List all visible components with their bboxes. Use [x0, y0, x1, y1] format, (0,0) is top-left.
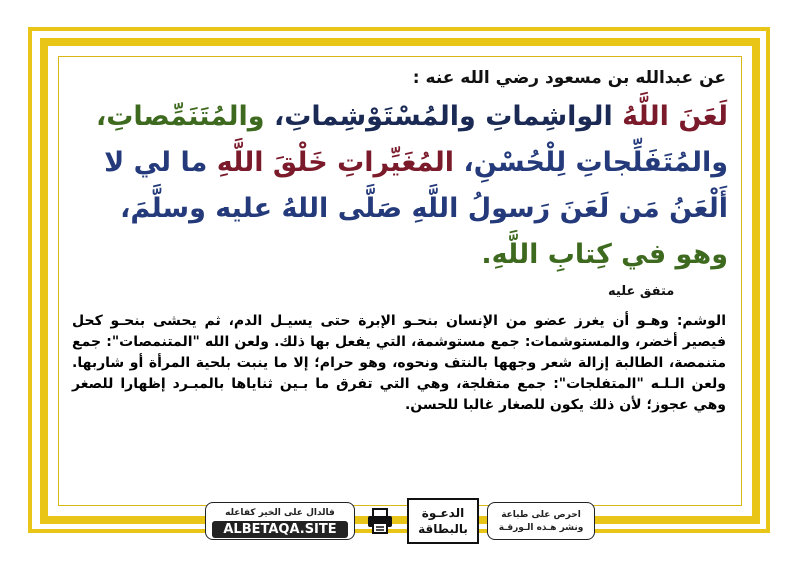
print-line-2: ونشر هـذه الـورقـة — [498, 523, 584, 533]
promo-text: فالدال على الخير كفاعله — [225, 508, 335, 518]
hadith-part-1: لَعَنَ اللَّهُ — [622, 101, 728, 132]
hadith-part-3: والمُتَنَمِّصاتِ، — [95, 101, 265, 132]
site-link[interactable]: ALBETAQA.SITE — [212, 521, 348, 538]
hadith-part-7: وهو في كِتابِ اللَّهِ. — [481, 239, 728, 270]
hadith-part-5: المُغَيِّراتِ خَلْقَ اللَّهِ — [216, 147, 455, 178]
hadith-part-2: الواشِماتِ والمُسْتَوْشِماتِ، — [273, 101, 613, 132]
printer-icon — [365, 506, 395, 536]
logo-line-1: الدعـوة — [421, 506, 465, 520]
hadith-part-4: والمُتَفَلِّجاتِ لِلْحُسْنِ، — [463, 147, 728, 178]
hadith-text — [68, 94, 728, 278]
print-line-1: احرص على طباعة — [501, 510, 581, 520]
explanation-text: الوشم: وهـو أن يغرز عضو من الإنسان بنحـو الإبرة حتى يسيـل الدم، ثم يحشى بنحـو كحل فيصير أخضر، والمستوشمات: جمع مستوشمة، التي يفعل بها ذلك. ولعن الله "المتنمصات": جمع متنمصة، الطالبة إزالة شعر وجهها بالنتف ونحوه، وهو حرام؛ إلا ما ينبت بلحية المرأة أو شاربها. ولعن الـلـه "المتفلجات": جمع متفلجة، وهي التي تفرق ما بـين ثناياها بالمبـرد إظهارا للصغر وهي عجوز؛ لأن ذلك يكون للصغار غالبا للحسن. — [72, 313, 726, 413]
hadith-part-6: ما لي لا أَلْعَنُ مَن لَعَنَ رَسولُ اللَّهِ صَلَّى اللهُ عليه وسلَّمَ، — [104, 147, 728, 224]
print-box — [487, 502, 595, 540]
narrator-line: عن عبدالله بن مسعود رضي الله عنه : — [412, 68, 726, 88]
card-content — [68, 66, 732, 416]
logo-line-2: بالبطاقة — [418, 522, 468, 536]
attribution: متفق عليه — [608, 284, 675, 299]
site-box[interactable] — [205, 502, 355, 540]
dawa-logo — [407, 498, 479, 544]
footer-bar — [205, 498, 595, 544]
